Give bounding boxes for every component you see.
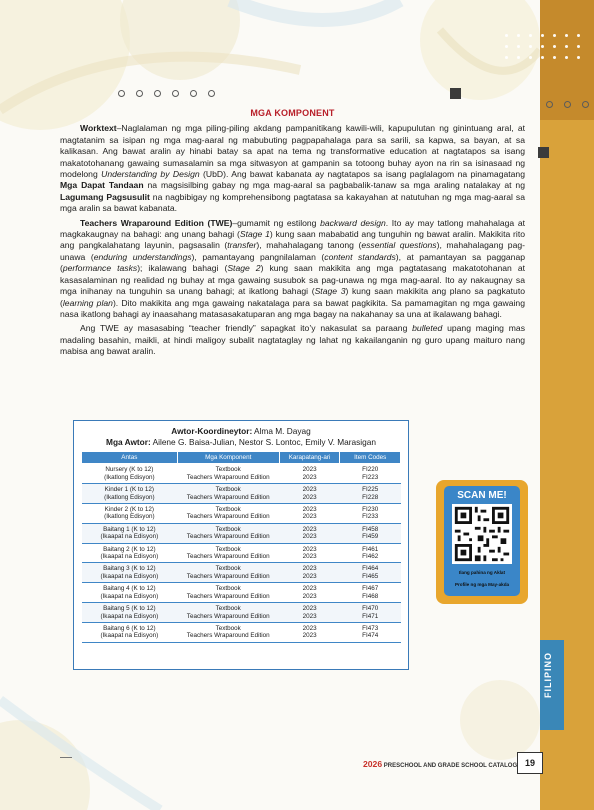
component-cell-line-2: Teachers Wraparound Edition xyxy=(186,632,270,640)
subject-tab-label: FILIPINO xyxy=(543,652,553,698)
component-cell-line-1: Textbook xyxy=(215,565,241,573)
footer-year: 2026 xyxy=(363,759,383,769)
level-cell-line-2: (Ikaapat na Edisyon) xyxy=(100,553,159,561)
text-span: . Ito ay may tatlong mahahalaga at magkakaugnay na bahagi: ang unang bahagi ( xyxy=(60,217,525,240)
authors-names: Ailene G. Baisa-Julian, Nestor S. Lontoc, Emily V. Marasigan xyxy=(150,436,376,447)
text-span: ) kung saan mababatid ang tunguhin ng bawat aralin. Makikita rito ang pangkalahatang layunin, pagsasalin ( xyxy=(60,229,525,251)
item-code-cell-line-1: FI225 xyxy=(362,486,379,494)
italic-term: essential questions xyxy=(361,240,437,251)
italic-term: performance tasks xyxy=(62,263,138,274)
level-cell xyxy=(82,523,178,543)
item-code-cell-line-2: FI474 xyxy=(362,632,379,640)
column-header: Item Codes xyxy=(340,452,401,464)
italic-term: enduring understandings xyxy=(93,251,192,262)
copyright-cell-line-1: 2023 xyxy=(302,624,317,632)
square-decoration xyxy=(450,88,461,99)
footer-catalog xyxy=(363,759,517,769)
component-cell-line-2: Teachers Wraparound Edition xyxy=(186,572,270,580)
footer-line xyxy=(60,757,72,758)
product-table-box xyxy=(73,420,409,670)
component-cell xyxy=(177,543,279,563)
table-body xyxy=(82,464,401,642)
level-cell-line-1: Baitang 4 (K to 12) xyxy=(103,585,156,593)
level-cell-line-1: Baitang 5 (K to 12) xyxy=(103,605,156,613)
paragraph-worktext xyxy=(60,123,525,214)
copyright-cell xyxy=(279,484,340,504)
paragraph-twe-friendly xyxy=(60,323,525,357)
copyright-cell xyxy=(279,603,340,623)
qr-code-icon[interactable] xyxy=(452,504,512,564)
italic-term: Understanding by Design xyxy=(101,169,200,180)
copyright-cell-line-1: 2023 xyxy=(302,525,317,533)
copyright-cell-line-1: 2023 xyxy=(302,506,317,514)
component-cell xyxy=(177,464,279,484)
item-code-cell-line-2: FI233 xyxy=(362,513,379,521)
level-cell-line-2: (Ikaapat na Edisyon) xyxy=(100,533,159,541)
table-row xyxy=(82,622,401,642)
level-cell xyxy=(82,543,178,563)
item-code-cell-line-1: FI230 xyxy=(362,506,379,514)
component-cell-line-1: Textbook xyxy=(215,525,241,533)
component-cell-line-1: Textbook xyxy=(215,585,241,593)
section-heading: MGA KOMPONENT xyxy=(250,108,335,118)
authors-block xyxy=(74,421,408,447)
item-code-cell xyxy=(340,484,401,504)
level-cell-line-2: (Ikaapat na Edisyon) xyxy=(100,592,159,600)
italic-term: learning plan xyxy=(62,297,113,308)
copyright-cell-line-1: 2023 xyxy=(302,466,317,474)
copyright-cell-line-2: 2023 xyxy=(302,513,317,521)
qr-phone-frame xyxy=(444,486,520,596)
component-cell-line-1: Textbook xyxy=(215,624,241,632)
item-code-cell xyxy=(340,583,401,603)
level-cell-line-1: Baitang 3 (K to 12) xyxy=(103,565,156,573)
copyright-cell-line-2: 2023 xyxy=(302,493,317,501)
component-cell-line-1: Textbook xyxy=(215,545,241,553)
level-cell-line-1: Baitang 1 (K to 12) xyxy=(103,525,156,533)
level-cell-line-1: Baitang 2 (K to 12) xyxy=(103,545,156,553)
qr-caption-2: Profile ng mga May-akda xyxy=(454,582,510,587)
paragraph-twe xyxy=(60,218,525,321)
main-content xyxy=(60,108,525,361)
authors-label: Mga Awtor: xyxy=(106,436,151,447)
component-cell-line-2: Teachers Wraparound Edition xyxy=(186,513,270,521)
component-cell xyxy=(177,563,279,583)
coordinator-name: Alma M. Dayag xyxy=(252,426,311,436)
component-cell xyxy=(177,603,279,623)
level-cell xyxy=(82,563,178,583)
item-code-cell-line-1: FI461 xyxy=(362,545,379,553)
component-cell-line-1: Textbook xyxy=(215,605,241,613)
item-code-cell-line-2: FI465 xyxy=(362,572,379,580)
item-code-cell-line-1: FI470 xyxy=(362,605,379,613)
item-code-cell xyxy=(340,504,401,524)
column-header: Karapatang-ari xyxy=(279,452,340,464)
italic-term: Stage 2 xyxy=(227,263,261,274)
item-code-cell-line-2: FI468 xyxy=(362,592,379,600)
item-code-cell-line-2: FI459 xyxy=(362,533,379,541)
footer-catalog-title: PRESCHOOL AND GRADE SCHOOL CATALOG xyxy=(382,763,518,769)
text-span: na nagbibigay ng komprehensibong pagtatasa sa kakayahan at natutuhan ng mga mag-aaral sa mga aralin sa bawat kabanata. xyxy=(60,191,525,214)
item-code-cell-line-2: FI228 xyxy=(362,493,379,501)
level-cell-line-1: Baitang 6 (K to 12) xyxy=(103,624,156,632)
text-span: Ang TWE ay masasabing “teacher friendly” sapagkat ito’y nakasulat sa paraang xyxy=(80,323,413,334)
item-code-cell xyxy=(340,543,401,563)
component-cell-line-2: Teachers Wraparound Edition xyxy=(186,612,270,620)
text-span: ), mahahalagang pag-unawa ( xyxy=(60,240,526,262)
bold-term: Teachers Wraparound Edition (TWE) xyxy=(80,217,233,228)
italic-term: bulleted xyxy=(412,323,443,334)
item-code-cell xyxy=(340,563,401,583)
italic-term: Stage 1 xyxy=(239,229,270,240)
bold-term: Mga Dapat Tandaan xyxy=(60,180,144,191)
component-cell-line-2: Teachers Wraparound Edition xyxy=(186,533,270,541)
component-cell xyxy=(177,622,279,642)
text-span: –Naglalaman ng mga piling-piling akdang pampanitikang kawili-wili, kapupulutan ng ginintuang aral, at magtatanim sa isipan ng mga mag-aaral ng mabubuting pagpapahalaga para sa sarili, sa kapwa, sa bayan, at sa kalikasan. Ang bawat aralin ay hinabi batay sa apat na tema ng transformative education at nagtatapos sa isang makatotohanang gawaing sumasalamin sa mga sitwasyon at gampanin sa totoong buhay ayon na rin sa isinasaad ng modelong xyxy=(60,123,525,180)
level-cell xyxy=(82,622,178,642)
italic-term: transfer xyxy=(227,240,257,251)
item-code-cell-line-1: FI464 xyxy=(362,565,379,573)
qr-caption-1: Ilang pahina ng Aklat xyxy=(458,570,506,575)
table-row xyxy=(82,603,401,623)
text-span: ) kung saan makikita ang plano sa pagkatuto ( xyxy=(60,286,526,308)
item-code-cell-line-1: FI473 xyxy=(362,624,379,632)
copyright-cell xyxy=(279,504,340,524)
component-cell xyxy=(177,484,279,504)
copyright-cell xyxy=(279,563,340,583)
component-cell-line-2: Teachers Wraparound Edition xyxy=(186,592,270,600)
table-row xyxy=(82,484,401,504)
text-span: upang maging mas madaling basahin, maikli, at hindi maligoy subalit nagtataglay ng lahat ng kakailanganin ng guro upang maituro nang mabisa ang bawat aralin. xyxy=(60,323,525,357)
italic-term: backward design xyxy=(320,217,386,228)
table-row xyxy=(82,543,401,563)
page-number: 19 xyxy=(517,752,543,774)
table-row xyxy=(82,504,401,524)
item-code-cell xyxy=(340,622,401,642)
level-cell xyxy=(82,583,178,603)
qr-card xyxy=(436,480,528,604)
item-code-cell-line-1: FI467 xyxy=(362,585,379,593)
item-code-cell xyxy=(340,523,401,543)
text-span: –gumamit ng estilong xyxy=(232,217,321,228)
table-row xyxy=(82,583,401,603)
product-table xyxy=(81,451,401,643)
ring-row-decoration xyxy=(118,90,215,97)
item-code-cell-line-2: FI462 xyxy=(362,553,379,561)
item-code-cell-line-2: FI223 xyxy=(362,473,379,481)
text-span: ). Dito makikita ang mga gawaing nakatalaga para sa bawat pagkikita. Sa pamamagitan ng mga gawaing nasa ikatlong bahagi ay inaasahang matasasakatuparan ang mga bagay na nakahanay sa una at ikalawang bahagi. xyxy=(60,297,525,319)
level-cell-line-2: (Ikaapat na Edisyon) xyxy=(100,572,159,580)
text-span: ) kung saan makikita ang mga pagtatasang makatotohanan at kasasalaminan ng realidad ng buhay at mga gawaing susubok sa pag-unawa ng mga mag-aaral. Ito ay nakaugnay sa mga inihanay na tunguhin sa unang bahagi; at ikatlong bahagi ( xyxy=(60,263,525,297)
component-cell xyxy=(177,504,279,524)
component-cell-line-2: Teachers Wraparound Edition xyxy=(186,553,270,561)
copyright-cell-line-2: 2023 xyxy=(302,612,317,620)
text-span: ), pamantayang pangnilalaman ( xyxy=(191,251,325,262)
item-code-cell xyxy=(340,464,401,484)
table-row xyxy=(82,523,401,543)
item-code-cell-line-1: FI458 xyxy=(362,525,379,533)
copyright-cell-line-1: 2023 xyxy=(302,605,317,613)
copyright-cell-line-1: 2023 xyxy=(302,565,317,573)
level-cell xyxy=(82,484,178,504)
text-span: ), at pamantayan sa pagganap ( xyxy=(60,251,525,274)
copyright-cell xyxy=(279,543,340,563)
subject-tab xyxy=(540,640,564,730)
coordinator-label: Awtor-Koordineytor: xyxy=(171,426,253,436)
item-code-cell-line-1: FI220 xyxy=(362,466,379,474)
copyright-cell-line-1: 2023 xyxy=(302,486,317,494)
copyright-cell-line-2: 2023 xyxy=(302,632,317,640)
text-span: na magsisilbing gabay ng mga mag-aaral sa pagbabalik-tanaw sa mga araling natalakay at ng xyxy=(143,180,525,191)
copyright-cell xyxy=(279,622,340,642)
component-cell-line-1: Textbook xyxy=(215,466,241,474)
level-cell-line-2: (Ikatlong Edisyon) xyxy=(104,473,155,481)
copyright-cell-line-1: 2023 xyxy=(302,585,317,593)
column-header: Antas xyxy=(82,452,178,464)
table-row xyxy=(82,563,401,583)
dot-grid-decoration xyxy=(505,34,581,59)
level-cell-line-1: Nursery (K to 12) xyxy=(105,466,154,474)
text-span: ); ikalawang bahagi ( xyxy=(137,263,228,274)
copyright-cell-line-2: 2023 xyxy=(302,572,317,580)
copyright-cell-line-2: 2023 xyxy=(302,553,317,561)
copyright-cell-line-1: 2023 xyxy=(302,545,317,553)
level-cell-line-2: (Ikatlong Edisyon) xyxy=(104,493,155,501)
ring-row-decoration-right xyxy=(546,101,589,108)
scan-me-label: SCAN ME! xyxy=(457,490,507,501)
square-decoration xyxy=(538,147,549,158)
table-row xyxy=(82,464,401,484)
text-span: (UbD). Ang bawat kabanata ay nagtatapos sa isang paglalagom na pinamagatang xyxy=(199,169,525,180)
table-header-row xyxy=(82,452,401,464)
component-cell-line-2: Teachers Wraparound Edition xyxy=(186,473,270,481)
copyright-cell xyxy=(279,464,340,484)
copyright-cell-line-2: 2023 xyxy=(302,533,317,541)
level-cell xyxy=(82,464,178,484)
level-cell xyxy=(82,603,178,623)
level-cell xyxy=(82,504,178,524)
italic-term: Stage 3 xyxy=(314,286,346,297)
italic-term: content standards xyxy=(324,251,396,262)
text-span: ), mahahalagang tanong ( xyxy=(256,240,362,251)
bold-term: Worktext xyxy=(80,123,117,134)
component-cell-line-2: Teachers Wraparound Edition xyxy=(186,493,270,501)
level-cell-line-2: (Ikaapat na Edisyon) xyxy=(100,612,159,620)
copyright-cell xyxy=(279,523,340,543)
level-cell-line-1: Kinder 2 (K to 12) xyxy=(104,506,155,514)
component-cell xyxy=(177,523,279,543)
column-header: Mga Komponent xyxy=(177,452,279,464)
level-cell-line-2: (Ikaapat na Edisyon) xyxy=(100,632,159,640)
bold-term: Lagumang Pagsusulit xyxy=(60,191,150,202)
component-cell-line-1: Textbook xyxy=(215,506,241,514)
component-cell-line-1: Textbook xyxy=(215,486,241,494)
item-code-cell-line-2: FI471 xyxy=(362,612,379,620)
copyright-cell-line-2: 2023 xyxy=(302,473,317,481)
copyright-cell-line-2: 2023 xyxy=(302,592,317,600)
item-code-cell xyxy=(340,603,401,623)
level-cell-line-2: (Ikatlong Edisyon) xyxy=(104,513,155,521)
component-cell xyxy=(177,583,279,603)
level-cell-line-1: Kinder 1 (K to 12) xyxy=(104,486,155,494)
copyright-cell xyxy=(279,583,340,603)
